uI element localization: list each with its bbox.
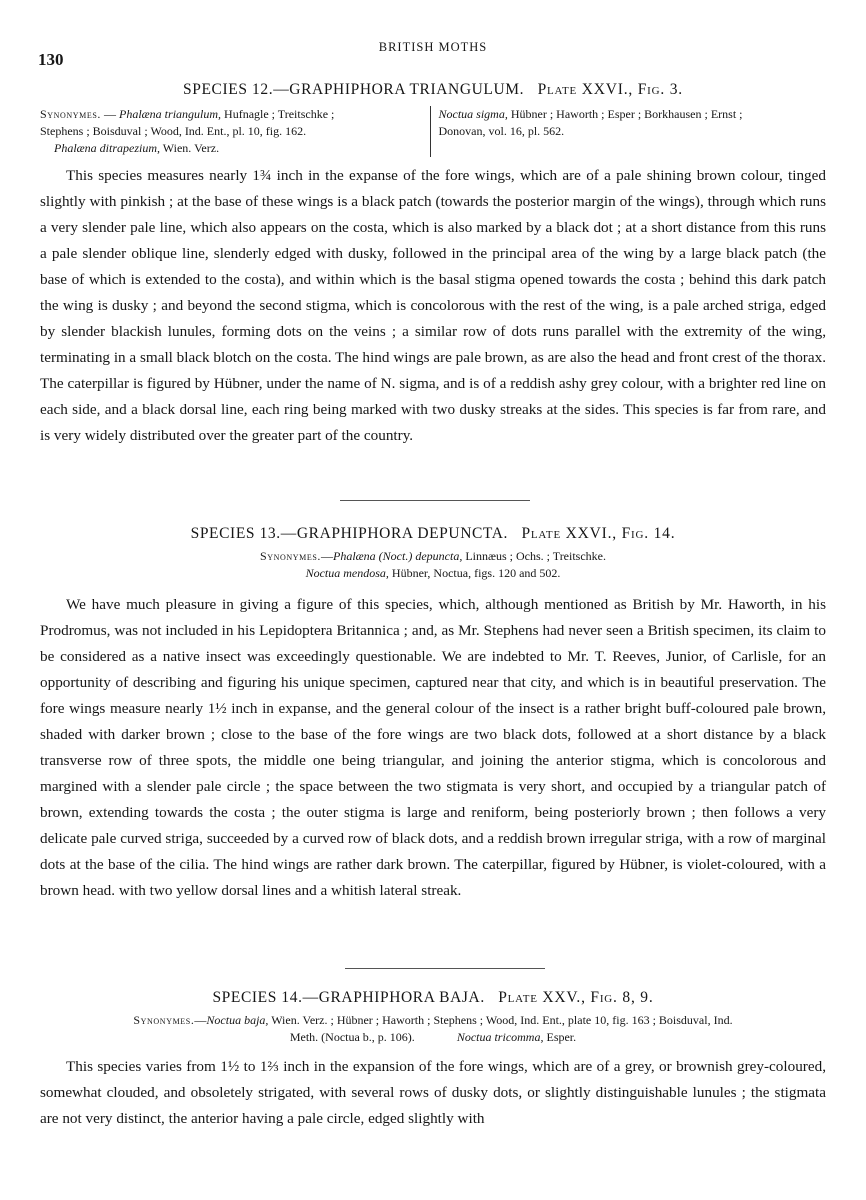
synonym-name: Noctua baja, (206, 1013, 269, 1027)
section-divider (340, 500, 530, 501)
synonym-dash: — (194, 1013, 207, 1027)
synonyms-label: Synonymes. (259, 549, 321, 563)
species-12-synonyms-right (430, 106, 826, 157)
synonym-name: Noctua tricomma, (456, 1030, 544, 1044)
species-12-title: SPECIES 12.—GRAPHIPHORA TRIANGULUM. (183, 81, 525, 98)
species-14-synonyms (40, 1012, 826, 1046)
synonym-name: Noctua mendosa, (305, 566, 389, 580)
species-12-synonyms-left (40, 106, 430, 157)
species-14-description: This species varies from 1½ to 1⅔ inch in the expansion of the fore wings, which are of a grey, or brownish grey-coloured, somewhat clouded, and obsoletely strigated, with several rows of dusky dots, or slightly distinguishable lunules ; the stigmata are not very distinct, the anterior having a pale circle, edged slightly with (40, 1058, 826, 1127)
synonym-authors: Hübner ; Haworth ; Esper ; Borkhausen ; Ernst ; (507, 107, 743, 121)
synonym-dash: — (101, 107, 120, 121)
species-12-section (40, 80, 826, 449)
species-14-section (40, 988, 826, 1132)
synonym-name: Noctua sigma, (438, 107, 508, 121)
synonym-authors: Hübner, Noctua, figs. 120 and 502. (388, 566, 561, 580)
species-14-plate: Plate XXV., Fig. 8, 9. (498, 989, 654, 1006)
synonym-name: Phalæna triangulum, (119, 107, 222, 121)
species-13-description: We have much pleasure in giving a figure of this species, which, although mentioned as British by Mr. Haworth, in his Prodromus, was not included in his Lepidoptera Britannica ; and, as Mr. Stephens had never seen a British specimen, its claim to be considered as a native insect was exceedingly questionable. We are indebted to Mr. T. Reeves, Junior, of Carlisle, for an opportunity of describing and figuring his unique specimen, captured near that city, and which is in beautiful preservation. The fore wings measure nearly 1½ inch in expanse, and the general colour of the insect is a rather bright buff-coloured pale brown, shaded with darker brown ; close to the base of the fore wings are two black dots, followed at a short distance by a black transverse row of three spots, the middle one being triangular, and joining the anterior stigma, which is concolorous and margined with a slender pale circle ; the space between the two stigmata is very short, and occupied by a triangular patch of brown, extending towards the costa ; the outer stigma is large and reniform, being posteriorly brown ; then follows a very delicate pale curved striga, succeeded by a curved row of black dots, and a reddish brown irregular striga, with a row of marginal dots at the base of the cilia. The hind wings are rather dark brown. The caterpillar, figured by Hübner, is violet-coloured, with a brown head. with two yellow dorsal lines and a whitish lateral streak. (40, 596, 826, 899)
synonyms-label: Synonymes. (133, 1013, 195, 1027)
species-12-heading (40, 80, 826, 100)
species-13-title: SPECIES 13.—GRAPHIPHORA DEPUNCTA. (190, 525, 509, 542)
synonym-authors: Donovan, vol. 16, pl. 562. (438, 124, 565, 138)
synonym-dash: — (321, 549, 333, 563)
species-13-heading (40, 524, 826, 544)
species-13-section (40, 524, 826, 904)
section-divider (345, 968, 545, 969)
synonym-authors: Stephens ; Boisduval ; Wood, Ind. Ent., pl. 10, fig. 162. (40, 124, 307, 138)
species-12-synonyms (40, 106, 826, 157)
species-14-title: SPECIES 14.—GRAPHIPHORA BAJA. (212, 989, 485, 1006)
page-number: 130 (38, 50, 64, 69)
running-title: BRITISH MOTHS (378, 40, 488, 54)
species-12-plate: Plate XXVI., Fig. 3. (537, 81, 683, 98)
species-12-description: This species measures nearly 1¾ inch in the expanse of the fore wings, which are of a pale shining brown colour, tinged slightly with pinkish ; at the base of these wings is a black patch (towards the posterior margin of the wings), through which runs a very slender pale line, which also appears on the costa, which is also marked by a black dot ; at a short distance from this runs a pale slender oblique line, slenderly edged with dusky, followed in the principal area of the wing by a large black patch (the base of which is extended to the costa), and within which is the basal stigma opened towards the costa ; behind this dark patch the wing is dusky ; and beyond the second stigma, which is concolorous with the rest of the wing, is a pale arched striga, edged by slender blackish lunules, forming dots on the veins ; a similar row of dots runs parallel with the extremity of the wing, terminating in a small black blotch on the costa. The hind wings are pale brown, as are also the head and front crest of the thorax. The caterpillar is figured by Hübner, under the name of N. sigma, and is of a reddish ashy grey colour, with a brighter red line on each side, and a black dorsal line, each ring being marked with two dusky streaks at the sides. This species is far from rare, and is very widely distributed over the greater part of the country. (40, 167, 826, 444)
synonym-name: Phalæna ditrapezium, (54, 141, 161, 155)
synonym-authors: Linnæus ; Ochs. ; Treitschke. (462, 549, 606, 563)
synonym-authors: Meth. (Noctua b., p. 106). (289, 1030, 415, 1044)
synonym-authors: Esper. (543, 1030, 577, 1044)
species-14-heading (40, 988, 826, 1008)
synonyms-label: Synonymes. (40, 107, 102, 121)
species-13-synonyms (40, 548, 826, 582)
synonym-authors: Wien. Verz. (160, 141, 220, 155)
synonym-authors: Wien. Verz. ; Hübner ; Haworth ; Stephens ; Wood, Ind. Ent., plate 10, fig. 163 ; Boisduval, Ind. (268, 1013, 733, 1027)
synonym-authors: Hufnagle ; Treitschke ; (221, 107, 335, 121)
species-13-plate: Plate XXVI., Fig. 14. (521, 525, 676, 542)
synonym-name: Phalæna (333, 549, 376, 563)
synonym-name: (Noct.) depuncta, (378, 549, 463, 563)
